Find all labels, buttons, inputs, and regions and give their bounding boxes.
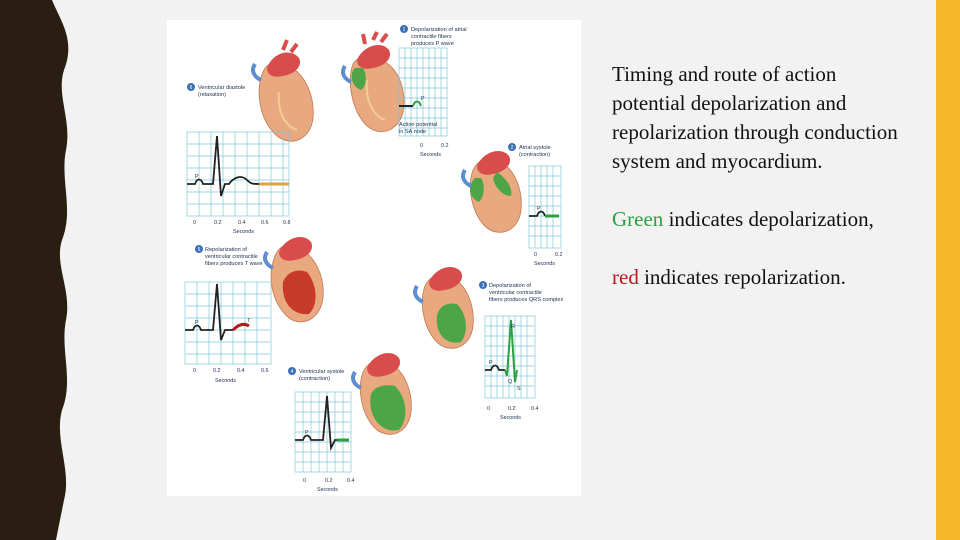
tick-4-0: 0: [303, 478, 306, 484]
step-3-number: 3: [481, 283, 485, 289]
seconds-label-2: Seconds: [534, 261, 555, 267]
step-1-line2: contractile fibers: [411, 34, 452, 40]
tick-2-0: 0: [534, 252, 537, 258]
step-1-number: 1: [402, 27, 406, 33]
action-potential-label-1: Action potential: [399, 122, 438, 128]
step-2-number: 2: [510, 145, 514, 151]
step-5-line2: ventricular contractile: [205, 254, 258, 260]
step-1-line1: Depolarization of atrial: [411, 27, 467, 33]
step-3-line3: fibers produces QRS complex: [489, 297, 564, 303]
step-3-line1: Depolarization of: [489, 283, 531, 289]
accent-bar: [936, 0, 960, 540]
seconds-label-5: Seconds: [215, 378, 236, 384]
red-rest: indicates repolarization.: [638, 265, 846, 289]
wave-label-r-3: R: [511, 324, 515, 330]
step-3: [415, 267, 564, 421]
green-rest: indicates depolarization,: [663, 207, 874, 231]
paragraph-timing: Timing and route of action potential depolarization and repolarization through conduction system and myocardium.: [612, 62, 898, 173]
wave-label-q-3: Q: [508, 379, 513, 385]
tick-4-2: 0.4: [347, 478, 355, 484]
wave-label-p-6: P: [195, 174, 199, 180]
tick-3-1: 0.2: [508, 406, 516, 412]
seconds-label-3: Seconds: [500, 415, 521, 421]
seconds-label-6: Seconds: [233, 229, 254, 235]
wave-label-s-3: S: [517, 386, 521, 392]
tick-5-2: 0.4: [237, 368, 245, 374]
wave-label-t-5: T: [247, 318, 251, 324]
tick-5-1: 0.2: [213, 368, 221, 374]
heart-step-6: [253, 40, 313, 141]
seconds-label-1: Seconds: [420, 152, 441, 158]
step-4-line1: Ventricular systole: [299, 369, 345, 375]
step-5-number: 5: [197, 247, 201, 253]
step-5: [185, 237, 323, 384]
step-5-line1: Repolarization of: [205, 247, 247, 253]
step-6-line2: (relaxation): [198, 92, 226, 98]
step-6-number: 6: [189, 85, 193, 91]
tick-6-4: 0.8: [283, 220, 291, 226]
tick-2-1: 0.2: [555, 252, 563, 258]
wave-label-p-5: P: [195, 320, 199, 326]
step-4-line2: (contraction): [299, 376, 331, 382]
figure-canvas: [167, 20, 581, 496]
heart-step-5: [265, 237, 323, 322]
slide-text: [612, 60, 912, 321]
action-potential-label-2: in SA node: [399, 129, 427, 135]
step-2: [463, 143, 563, 267]
tick-1-1: 0.2: [441, 143, 449, 149]
ecg-grid-6: [187, 132, 289, 216]
paragraph-green: [612, 205, 912, 234]
step-1: [343, 25, 467, 158]
tick-5-3: 0.6: [261, 368, 269, 374]
step-3-line2: ventricular contractile: [489, 290, 542, 296]
wave-label-p-3: P: [489, 360, 493, 366]
tick-3-0: 0: [487, 406, 490, 412]
wave-label-p-1: P: [421, 96, 425, 102]
step-2-line2: (contraction): [519, 152, 551, 158]
tick-1-0: 0: [420, 143, 423, 149]
tick-6-0: 0: [193, 220, 196, 226]
seconds-label-4: Seconds: [317, 487, 338, 493]
green-word: Green: [612, 207, 664, 231]
step-5-line3: fibers produces T wave: [205, 261, 263, 267]
tick-6-3: 0.6: [261, 220, 269, 226]
step-4: [288, 353, 411, 493]
ecg-grid-2: [529, 166, 561, 248]
tick-6-1: 0.2: [214, 220, 222, 226]
wavy-border-decoration: [0, 0, 80, 540]
tick-6-2: 0.4: [238, 220, 246, 226]
step-1-line3: produces P wave: [411, 41, 454, 47]
heart-step-3: [415, 267, 473, 348]
wave-label-p-4: P: [305, 430, 309, 436]
ecg-trace-2: [529, 212, 545, 217]
tick-3-2: 0.4: [531, 406, 539, 412]
step-2-line1: Atrial systole: [519, 145, 551, 151]
step-4-number: 4: [290, 369, 294, 375]
wave-label-p-2: P: [537, 206, 541, 212]
step-6: [187, 40, 313, 235]
tick-5-0: 0: [193, 368, 196, 374]
red-word: red: [612, 265, 639, 289]
tick-4-1: 0.2: [325, 478, 333, 484]
heart-step-2: [463, 151, 521, 232]
step-6-line1: Ventricular diastole: [198, 85, 246, 91]
conduction-figure: [167, 20, 581, 496]
heart-step-1: [343, 32, 404, 132]
paragraph-red: [612, 263, 912, 292]
heart-step-4: [353, 353, 411, 434]
